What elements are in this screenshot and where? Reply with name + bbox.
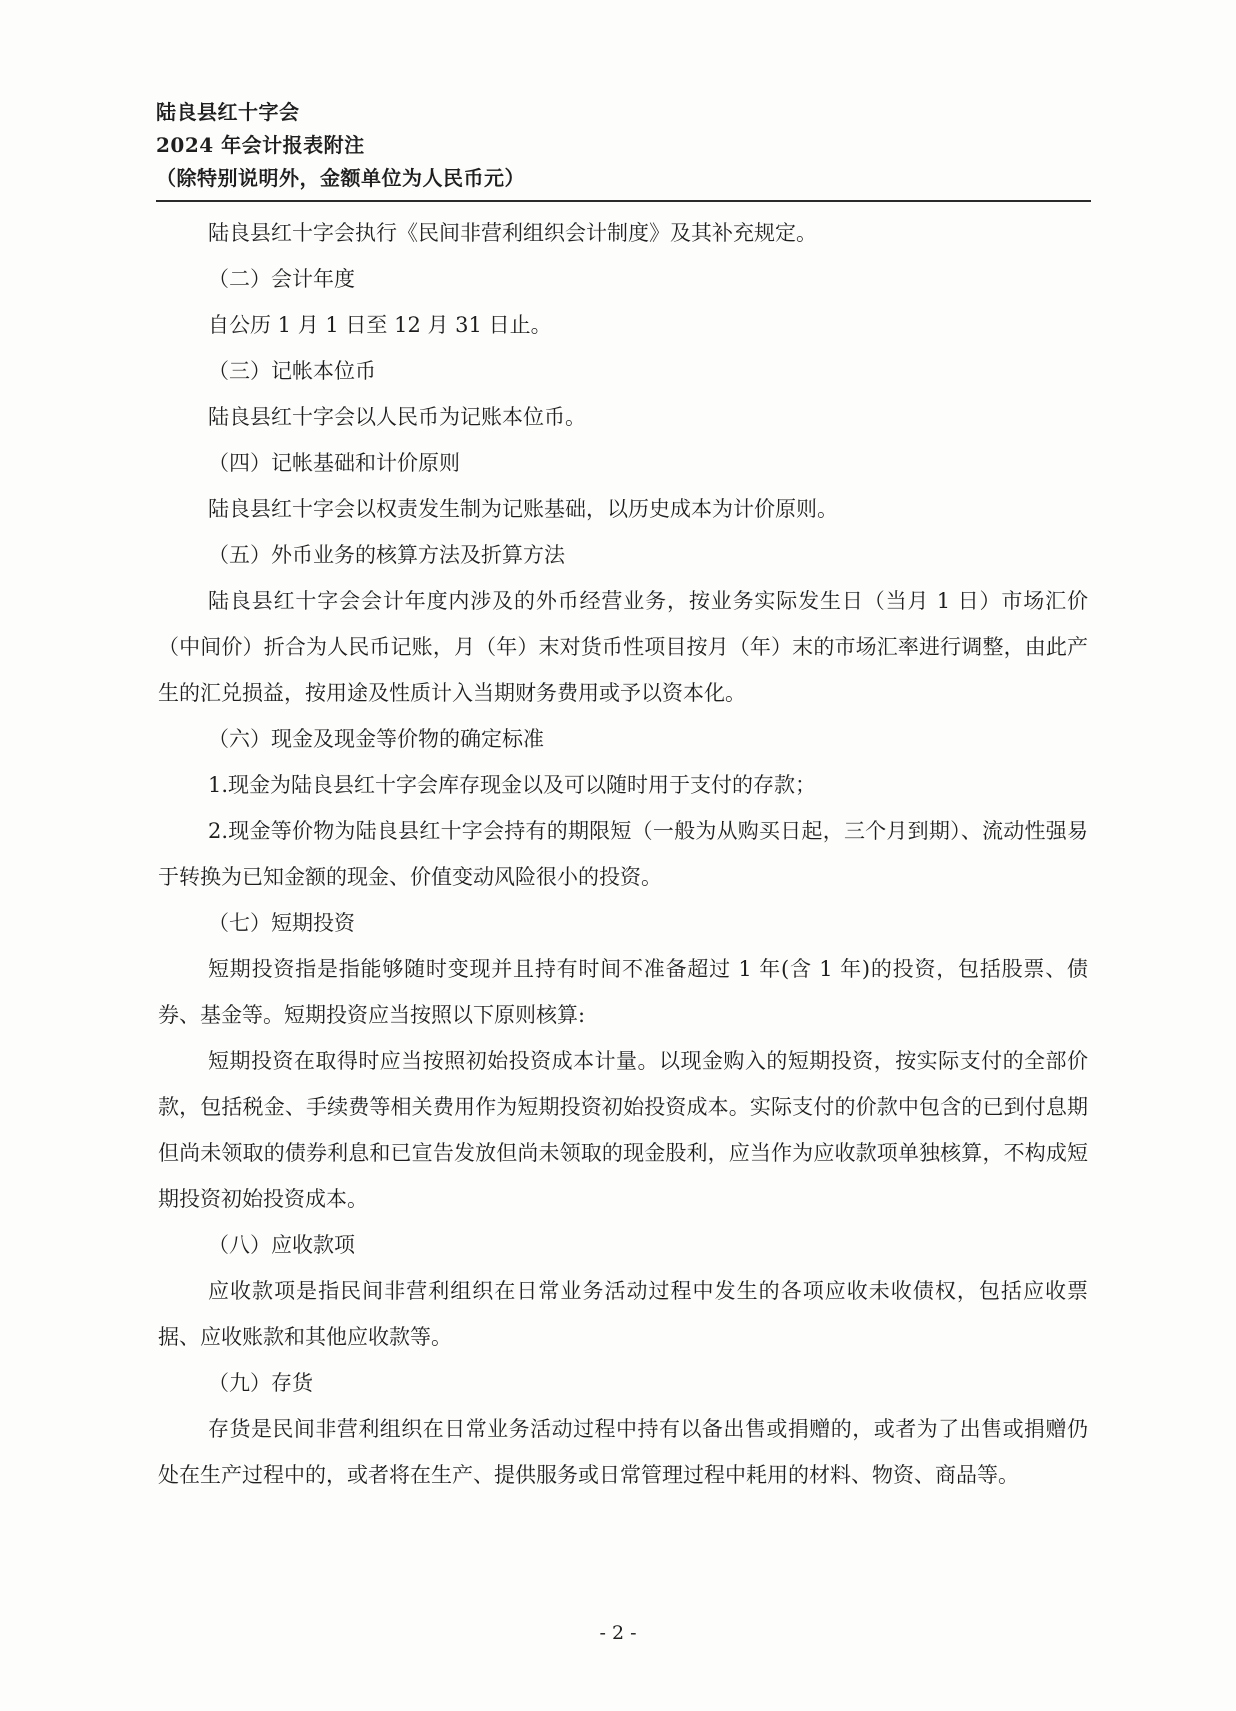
section-heading: （四）记帐基础和计价原则 [208, 451, 460, 475]
report-title: 2024 年会计报表附注 [156, 133, 365, 157]
body-text [158, 210, 1088, 1498]
section-heading: （九）存货 [208, 1371, 313, 1395]
paragraph: 自公历 1 月 1 日至 12 月 31 日止。 [208, 313, 552, 337]
page-header [156, 96, 1091, 195]
organization-name: 陆良县红十字会 [156, 100, 300, 124]
section-heading: （七）短期投资 [208, 911, 355, 935]
paragraph: 陆良县红十字会执行《民间非营利组织会计制度》及其补充规定。 [208, 221, 817, 245]
paragraph: 短期投资在取得时应当按照初始投资成本计量。以现金购入的短期投资，按实际支付的全部价款，包括税金、手续费等相关费用作为短期投资初始投资成本。实际支付的价款中包含的已到付息期但尚未领取的债券利息和已宣告发放但尚未领取的现金股利，应当作为应收款项单独核算，不构成短期投资初始投资成本。 [158, 1049, 1088, 1211]
list-item: 2.现金等价物为陆良县红十字会持有的期限短（一般为从购买日起，三个月到期）、流动性强易于转换为已知金额的现金、价值变动风险很小的投资。 [158, 819, 1088, 889]
section-heading: （八）应收款项 [208, 1233, 355, 1257]
list-item: 1.现金为陆良县红十字会库存现金以及可以随时用于支付的存款； [208, 773, 817, 797]
unit-note: （除特别说明外，金额单位为人民币元） [156, 166, 525, 190]
paragraph: 应收款项是指民间非营利组织在日常业务活动过程中发生的各项应收未收债权，包括应收票据、应收账款和其他应收款等。 [158, 1279, 1088, 1349]
section-heading: （五）外币业务的核算方法及折算方法 [208, 543, 565, 567]
section-heading: （二）会计年度 [208, 267, 355, 291]
section-heading: （三）记帐本位币 [208, 359, 376, 383]
header-divider [156, 200, 1091, 202]
page-number: - 2 - [599, 1622, 637, 1644]
section-heading: （六）现金及现金等价物的确定标准 [208, 727, 544, 751]
paragraph: 陆良县红十字会以人民币为记账本位币。 [208, 405, 586, 429]
paragraph: 陆良县红十字会会计年度内涉及的外币经营业务，按业务实际发生日（当月 1 日）市场汇价（中间价）折合为人民币记账，月（年）末对货币性项目按月（年）末的市场汇率进行调整，由此产生的汇兑损益，按用途及性质计入当期财务费用或予以资本化。 [158, 589, 1088, 705]
paragraph: 存货是民间非营利组织在日常业务活动过程中持有以备出售或捐赠的，或者为了出售或捐赠仍处在生产过程中的，或者将在生产、提供服务或日常管理过程中耗用的材料、物资、商品等。 [158, 1417, 1088, 1487]
paragraph: 短期投资指是指能够随时变现并且持有时间不准备超过 1 年(含 1 年)的投资，包括股票、债券、基金等。短期投资应当按照以下原则核算: [158, 957, 1088, 1027]
paragraph: 陆良县红十字会以权责发生制为记账基础，以历史成本为计价原则。 [208, 497, 838, 521]
